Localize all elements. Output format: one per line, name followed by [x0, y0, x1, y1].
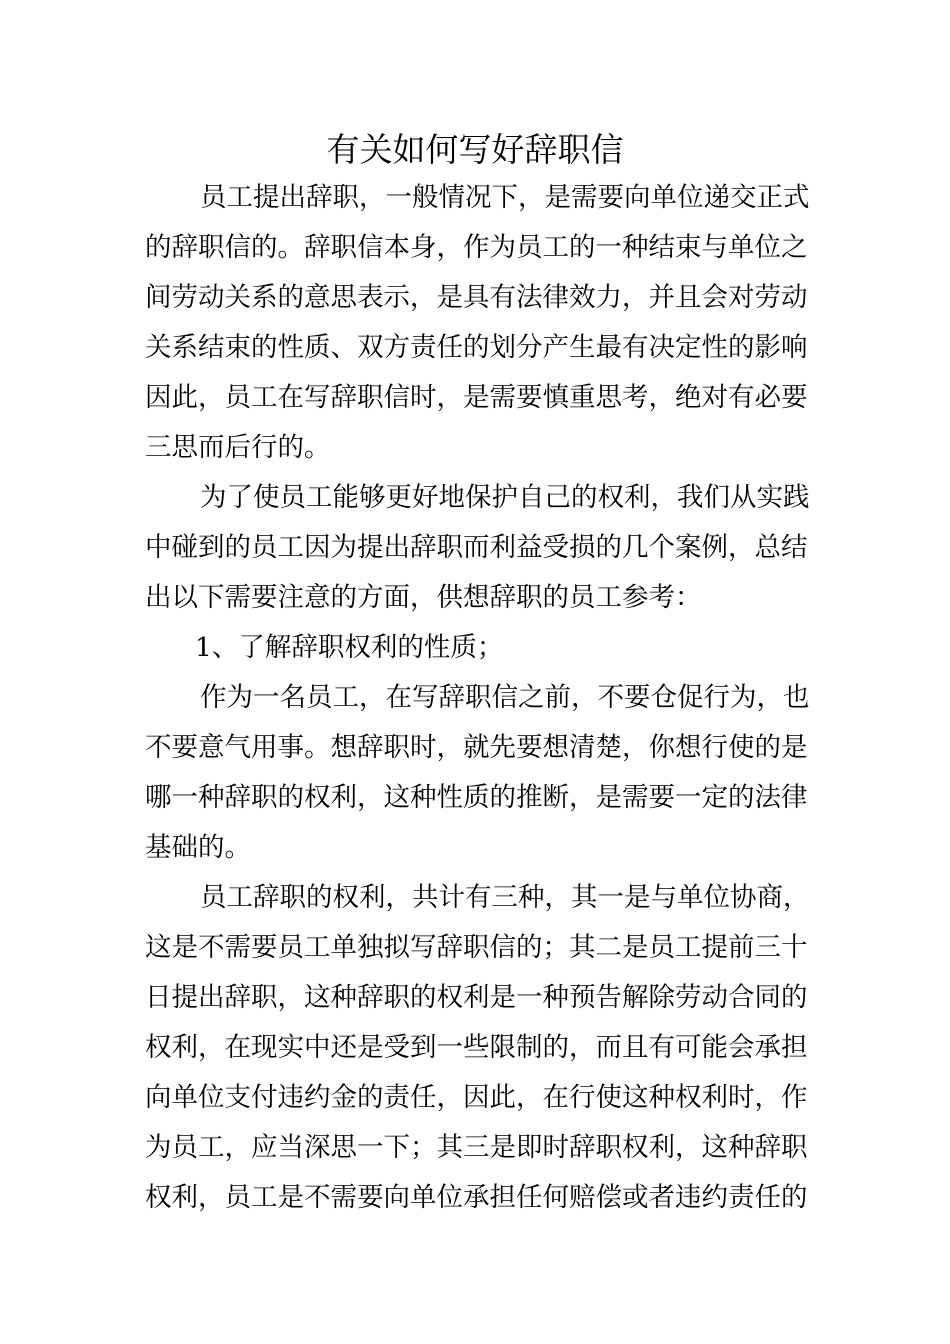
- paragraph-4-line-7: 权利，员工是不需要向单位承担任何赔偿或者违约责任的: [145, 1182, 808, 1213]
- section-heading-1: 1、了解辞职权利的性质；: [195, 632, 504, 663]
- paragraph-4-line-1: 员工辞职的权利，共计有三种，其一是与单位协商，: [200, 882, 810, 913]
- paragraph-2-line-3: 出以下需要注意的方面，供想辞职的员工参考：: [145, 582, 702, 613]
- paragraph-4-line-3: 日提出辞职，这种辞职的权利是一种预告解除劳动合同的: [145, 982, 808, 1013]
- paragraph-4-line-2: 这是不需要员工单独拟写辞职信的；其二是员工提前三十: [145, 932, 808, 963]
- paragraph-1-line-5: 因此，员工在写辞职信时，是需要慎重思考，绝对有必要: [145, 382, 808, 413]
- paragraph-4-line-5: 向单位支付违约金的责任，因此，在行使这种权利时，作: [145, 1082, 808, 1113]
- paragraph-3-line-1: 作为一名员工，在写辞职信之前，不要仓促行为，也: [200, 682, 810, 713]
- paragraph-2-line-2: 中碰到的员工因为提出辞职而利益受损的几个案例，总结: [145, 532, 808, 563]
- paragraph-1-line-6: 三思而后行的。: [145, 432, 331, 463]
- paragraph-2-line-1: 为了使员工能够更好地保护自己的权利，我们从实践: [200, 482, 810, 513]
- paragraph-4-line-6: 为员工，应当深思一下；其三是即时辞职权利，这种辞职: [145, 1132, 808, 1163]
- paragraph-1-line-3: 间劳动关系的意思表示，是具有法律效力，并且会对劳动: [145, 282, 808, 313]
- paragraph-3-line-4: 基础的。: [145, 832, 251, 863]
- paragraph-3-line-2: 不要意气用事。想辞职时，就先要想清楚，你想行使的是: [145, 732, 808, 763]
- paragraph-4-line-4: 权利，在现实中还是受到一些限制的，而且有可能会承担: [145, 1032, 808, 1063]
- paragraph-1-line-4: 关系结束的性质、双方责任的划分产生最有决定性的影响: [145, 332, 808, 363]
- paragraph-1-line-2: 的辞职信的。辞职信本身，作为员工的一种结束与单位之: [145, 232, 808, 263]
- paragraph-1-line-1: 员工提出辞职，一般情况下，是需要向单位递交正式: [200, 182, 810, 213]
- paragraph-3-line-3: 哪一种辞职的权利，这种性质的推断，是需要一定的法律: [145, 782, 808, 813]
- document-title: 有关如何写好辞职信: [326, 130, 624, 169]
